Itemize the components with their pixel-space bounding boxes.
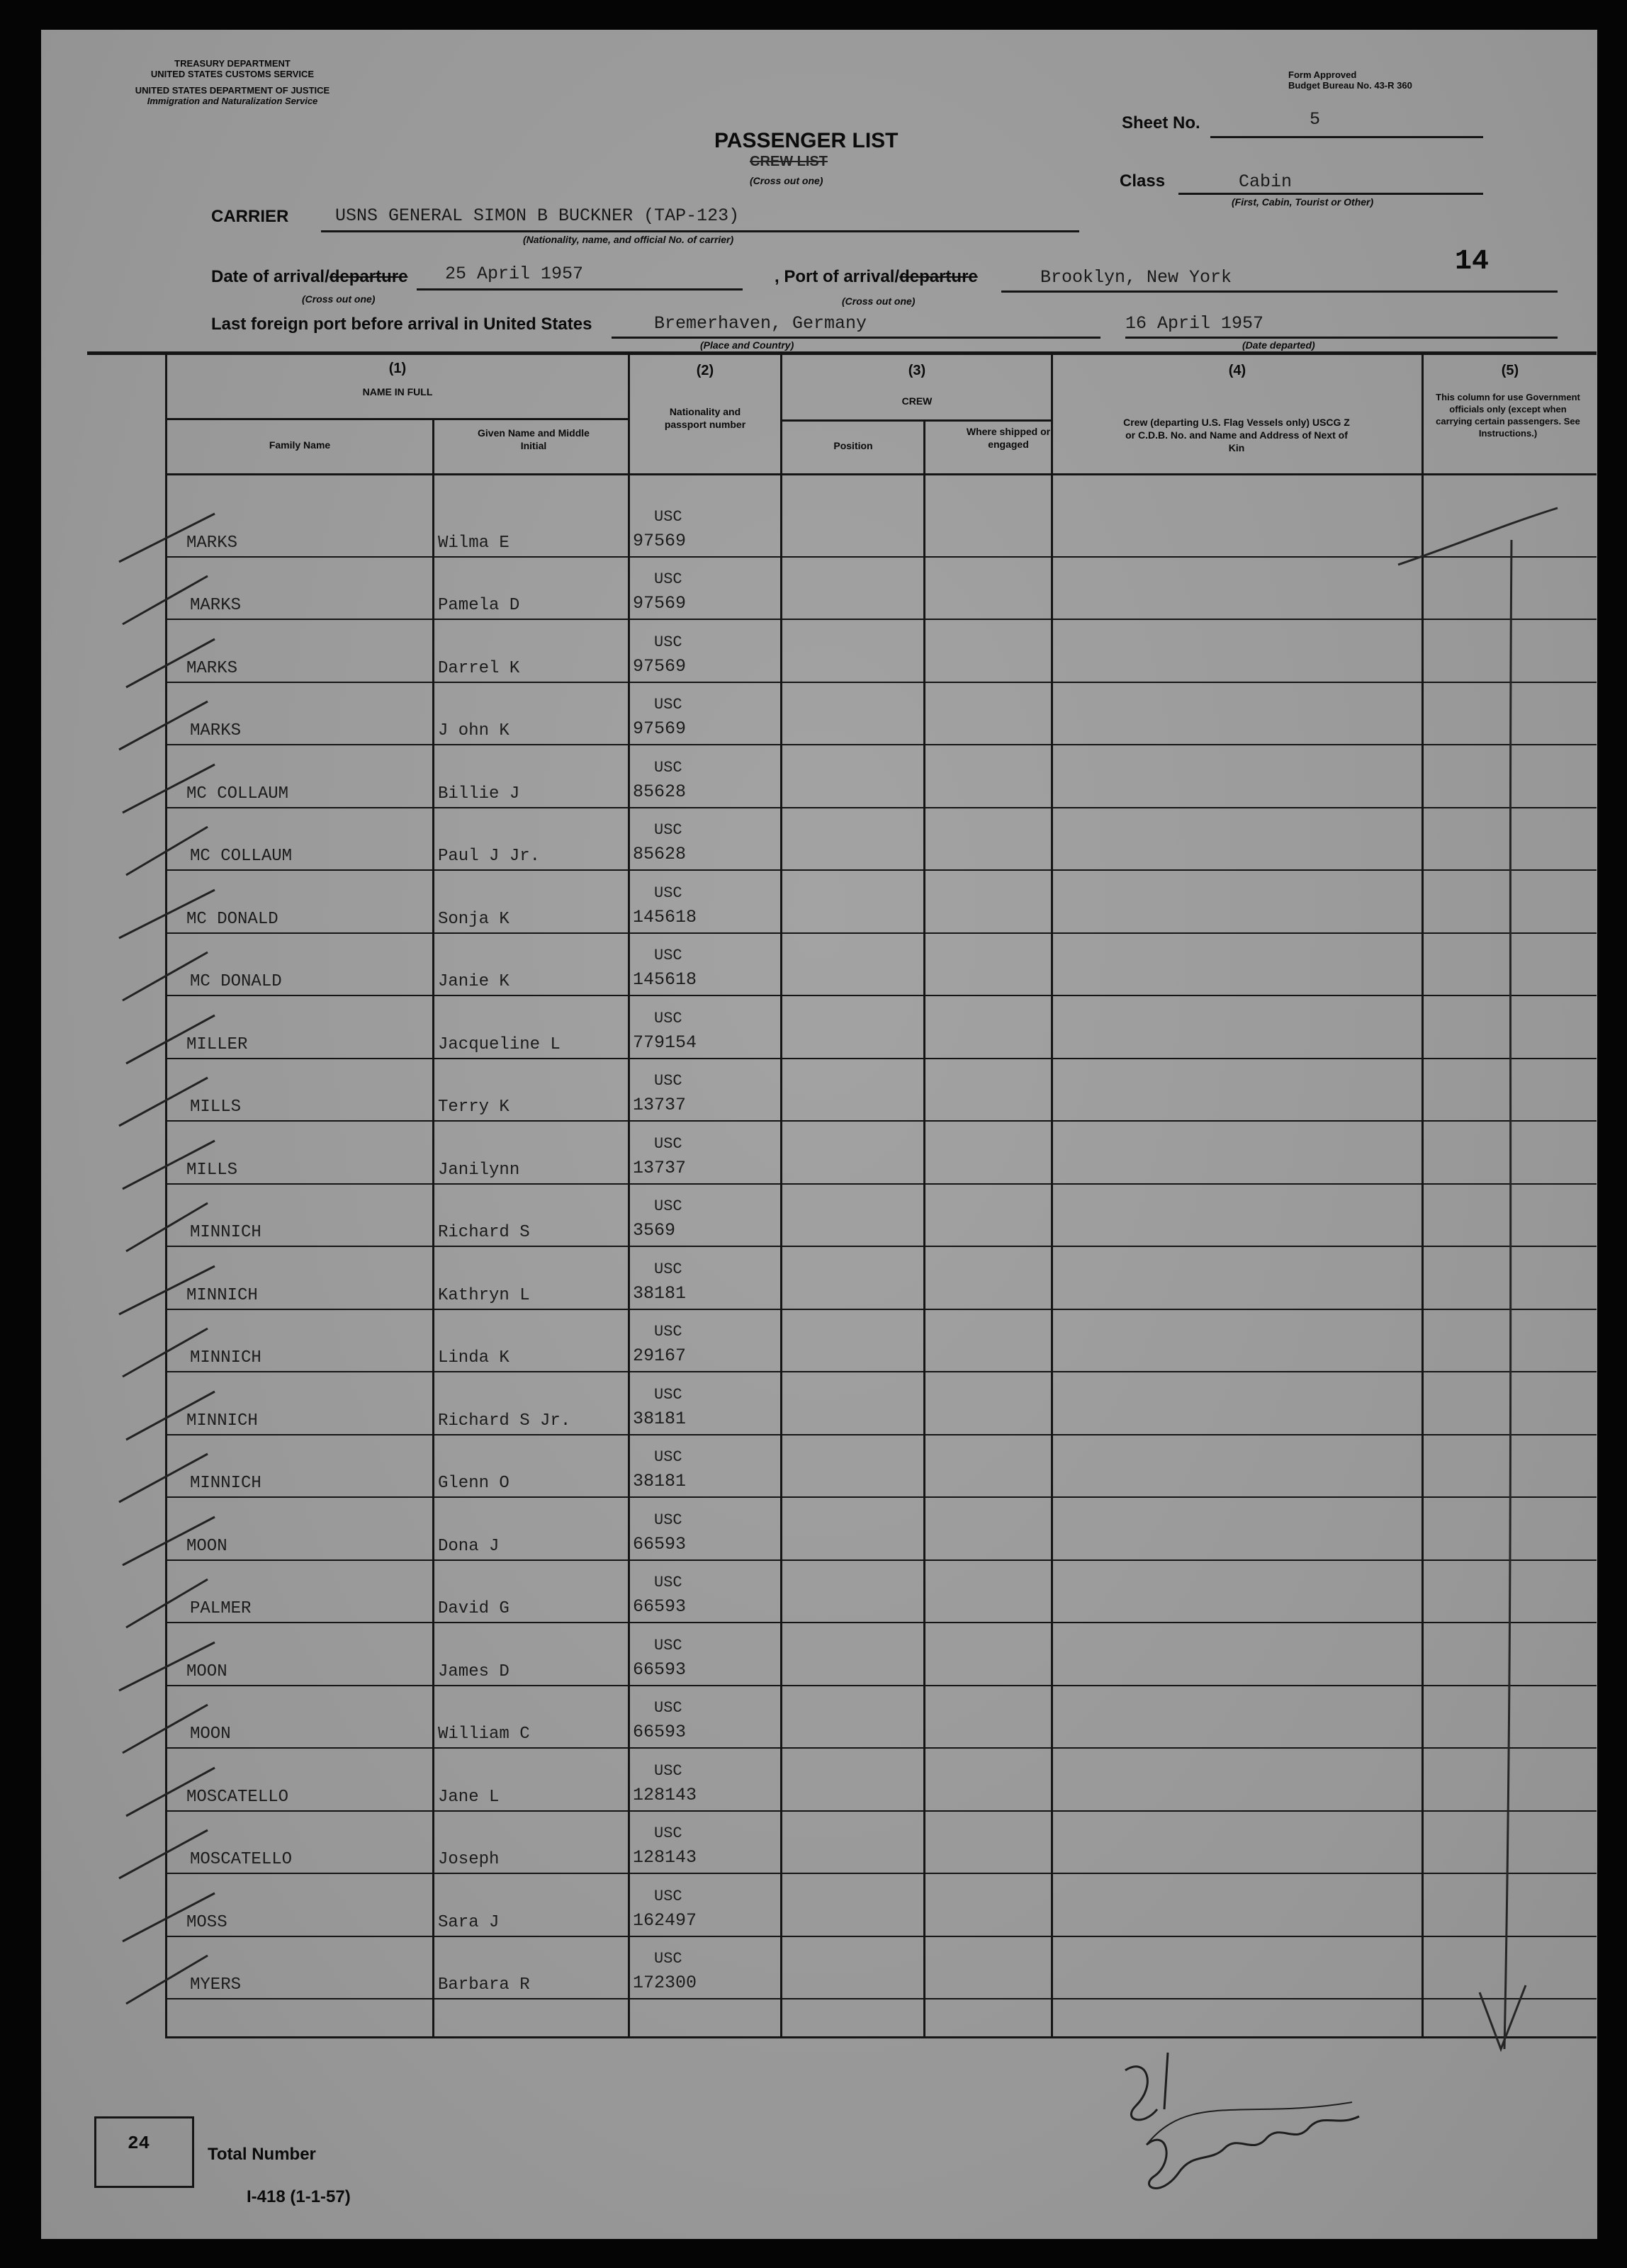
nationality: USC	[654, 821, 682, 839]
col1-title: NAME IN FULL	[362, 386, 433, 397]
passport-number: 162497	[633, 1910, 697, 1931]
nationality: USC	[654, 1260, 682, 1278]
family-name: PALMER	[190, 1599, 252, 1618]
form-approved-line-2: Budget Bureau No. 43-R 360	[1288, 80, 1412, 91]
sheet-value: 5	[1310, 109, 1321, 130]
passport-number: 128143	[633, 1847, 697, 1868]
given-name: Kathryn L	[438, 1286, 530, 1305]
passport-number: 97569	[633, 531, 687, 551]
family-name: MILLS	[186, 1161, 238, 1180]
nationality: USC	[654, 1072, 682, 1090]
family-name: MC COLLAUM	[190, 847, 293, 866]
passport-number: 13737	[633, 1158, 687, 1178]
family-name: MARKS	[190, 721, 242, 740]
passport-number: 3569	[633, 1220, 676, 1241]
nationality: USC	[654, 1888, 682, 1905]
given-name: Dona J	[438, 1537, 500, 1556]
nationality: USC	[654, 1386, 682, 1404]
passport-number: 172300	[633, 1973, 697, 1993]
nationality: USC	[654, 1323, 682, 1341]
nationality: USC	[654, 1699, 682, 1717]
passport-number: 66593	[633, 1659, 687, 1680]
given-name: Glenn O	[438, 1474, 510, 1493]
total-label: Total Number	[208, 2145, 316, 2164]
family-name: MOON	[186, 1537, 227, 1556]
crossed-crew-list: CREW LIST	[750, 154, 828, 169]
arrival-port-label-text: , Port of arrival/	[775, 267, 900, 286]
nationality: USC	[654, 1637, 682, 1654]
arrival-date-value: 25 April 1957	[445, 264, 584, 284]
passport-number: 29167	[633, 1345, 687, 1366]
total-value: 24	[128, 2133, 150, 2154]
carrier-caption: (Nationality, name, and official No. of carrier)	[523, 234, 734, 245]
agency-line-4: Immigration and Naturalization Service	[147, 96, 318, 106]
nationality: USC	[654, 884, 682, 902]
passport-number: 85628	[633, 782, 687, 802]
nationality: USC	[654, 1950, 682, 1968]
col4-title: Crew (departing U.S. Flag Vessels only) USCG Z or C.D.B. No. and Name and Address of Next of Kin	[1123, 417, 1350, 453]
family-name: MARKS	[190, 596, 242, 615]
given-name: J ohn K	[438, 721, 510, 740]
family-name: MARKS	[186, 659, 238, 678]
col3-title: CREW	[901, 395, 933, 407]
given-name: Pamela D	[438, 596, 520, 615]
given-name: Wilma E	[438, 534, 510, 553]
passport-number: 66593	[633, 1596, 687, 1617]
last-port-value: Bremerhaven, Germany	[654, 313, 867, 334]
given-name: Richard S Jr.	[438, 1411, 571, 1431]
arrival-date-caption: (Cross out one)	[302, 293, 376, 305]
family-name: MILLS	[190, 1098, 242, 1117]
col4-number: (4)	[1228, 363, 1246, 378]
signature	[41, 30, 1597, 2239]
passport-number: 13737	[633, 1095, 687, 1115]
col3-position-header: Position	[833, 440, 873, 451]
nationality: USC	[654, 570, 682, 588]
passport-number: 128143	[633, 1785, 697, 1805]
family-name: MC DONALD	[186, 910, 278, 929]
page-title: PASSENGER LIST	[714, 129, 899, 152]
agency-line-1: TREASURY DEPARTMENT	[174, 58, 291, 69]
given-name: Jacqueline L	[438, 1035, 561, 1054]
col1-family-header: Family Name	[269, 439, 331, 451]
form-number: I-418 (1-1-57)	[247, 2187, 351, 2206]
family-name: MOON	[186, 1662, 227, 1681]
passport-number: 145618	[633, 907, 697, 927]
given-name: Terry K	[438, 1098, 510, 1117]
col3-where-header: Where shipped or engaged	[966, 426, 1051, 450]
arrival-port-crossed: departure	[899, 267, 978, 286]
family-name: MILLER	[186, 1035, 248, 1054]
nationality: USC	[654, 1010, 682, 1027]
family-name: MOSCATELLO	[186, 1788, 289, 1807]
family-name: MARKS	[186, 534, 238, 553]
col5-number: (5)	[1501, 363, 1519, 378]
col2-number: (2)	[696, 363, 714, 378]
last-port-label: Last foreign port before arrival in United States	[211, 315, 592, 334]
passport-number: 97569	[633, 718, 687, 739]
col1-given-header: Given Name and Middle Initial	[478, 427, 590, 451]
family-name: MOON	[190, 1725, 231, 1744]
passport-number: 66593	[633, 1534, 687, 1555]
nationality: USC	[654, 696, 682, 713]
given-name: Joseph	[438, 1850, 500, 1869]
passport-number: 85628	[633, 844, 687, 864]
family-name: MINNICH	[186, 1286, 258, 1305]
last-port-caption: (Place and Country)	[700, 339, 794, 351]
family-name: MC COLLAUM	[186, 784, 289, 803]
passport-number: 97569	[633, 593, 687, 614]
class-label: Class	[1120, 171, 1166, 191]
nationality: USC	[654, 1762, 682, 1780]
given-name: James D	[438, 1662, 510, 1681]
nationality: USC	[654, 947, 682, 964]
family-name: MOSS	[186, 1913, 227, 1932]
col2-title: Nationality and passport number	[664, 406, 746, 430]
col5-title: This column for use Government officials only (except when carrying certain passengers. See Instructions.)	[1436, 392, 1580, 439]
given-name: Jane L	[438, 1788, 500, 1807]
passport-number: 779154	[633, 1032, 697, 1053]
passport-number: 97569	[633, 656, 687, 677]
departed-date-caption: (Date departed)	[1242, 339, 1315, 351]
passport-number: 38181	[633, 1409, 687, 1429]
family-name: MINNICH	[190, 1474, 261, 1493]
family-name: MC DONALD	[190, 972, 282, 991]
passport-number: 145618	[633, 969, 697, 990]
given-name: Richard S	[438, 1223, 530, 1242]
family-name: MINNICH	[190, 1223, 261, 1242]
family-name: MINNICH	[186, 1411, 258, 1431]
form-approved-line-1: Form Approved	[1288, 69, 1357, 80]
nationality: USC	[654, 508, 682, 526]
nationality: USC	[654, 1135, 682, 1153]
given-name: Sonja K	[438, 910, 510, 929]
nationality: USC	[654, 1197, 682, 1215]
arrival-port-value: Brooklyn, New York	[1040, 267, 1232, 288]
departed-date-value: 16 April 1957	[1125, 313, 1264, 334]
given-name: Barbara R	[438, 1975, 530, 1995]
given-name: Darrel K	[438, 659, 520, 678]
nationality: USC	[654, 633, 682, 651]
document-page	[41, 30, 1597, 2239]
given-name: Janie K	[438, 972, 510, 991]
nationality: USC	[654, 759, 682, 777]
arrival-port-caption: (Cross out one)	[842, 295, 916, 307]
col3-number: (3)	[908, 363, 926, 378]
nationality: USC	[654, 1448, 682, 1466]
passport-number: 38181	[633, 1471, 687, 1491]
title-caption: (Cross out one)	[750, 175, 823, 186]
given-name: Janilynn	[438, 1161, 520, 1180]
given-name: Sara J	[438, 1913, 500, 1932]
nationality: USC	[654, 1511, 682, 1529]
given-name: David G	[438, 1599, 510, 1618]
family-name: MYERS	[190, 1975, 242, 1995]
sheet-label: Sheet No.	[1122, 113, 1200, 132]
given-name: William C	[438, 1725, 530, 1744]
given-name: Linda K	[438, 1348, 510, 1367]
class-caption: (First, Cabin, Tourist or Other)	[1232, 196, 1374, 208]
passport-number: 38181	[633, 1283, 687, 1304]
passport-number: 66593	[633, 1722, 687, 1742]
nationality: USC	[654, 1574, 682, 1591]
family-name: MINNICH	[190, 1348, 261, 1367]
class-value: Cabin	[1239, 171, 1293, 192]
carrier-label: CARRIER	[211, 207, 289, 226]
arrival-date-label-text: Date of arrival/	[211, 267, 330, 286]
agency-line-2: UNITED STATES CUSTOMS SERVICE	[150, 69, 315, 79]
given-name: Billie J	[438, 784, 520, 803]
page-number-annotation: 14	[1455, 246, 1490, 278]
nationality: USC	[654, 1824, 682, 1842]
carrier-value: USNS GENERAL SIMON B BUCKNER (TAP-123)	[335, 205, 740, 226]
given-name: Paul J Jr.	[438, 847, 541, 866]
col1-number: (1)	[388, 361, 407, 376]
arrival-date-crossed: departure	[329, 267, 408, 286]
family-name: MOSCATELLO	[190, 1850, 293, 1869]
agency-line-3: UNITED STATES DEPARTMENT OF JUSTICE	[135, 85, 330, 96]
